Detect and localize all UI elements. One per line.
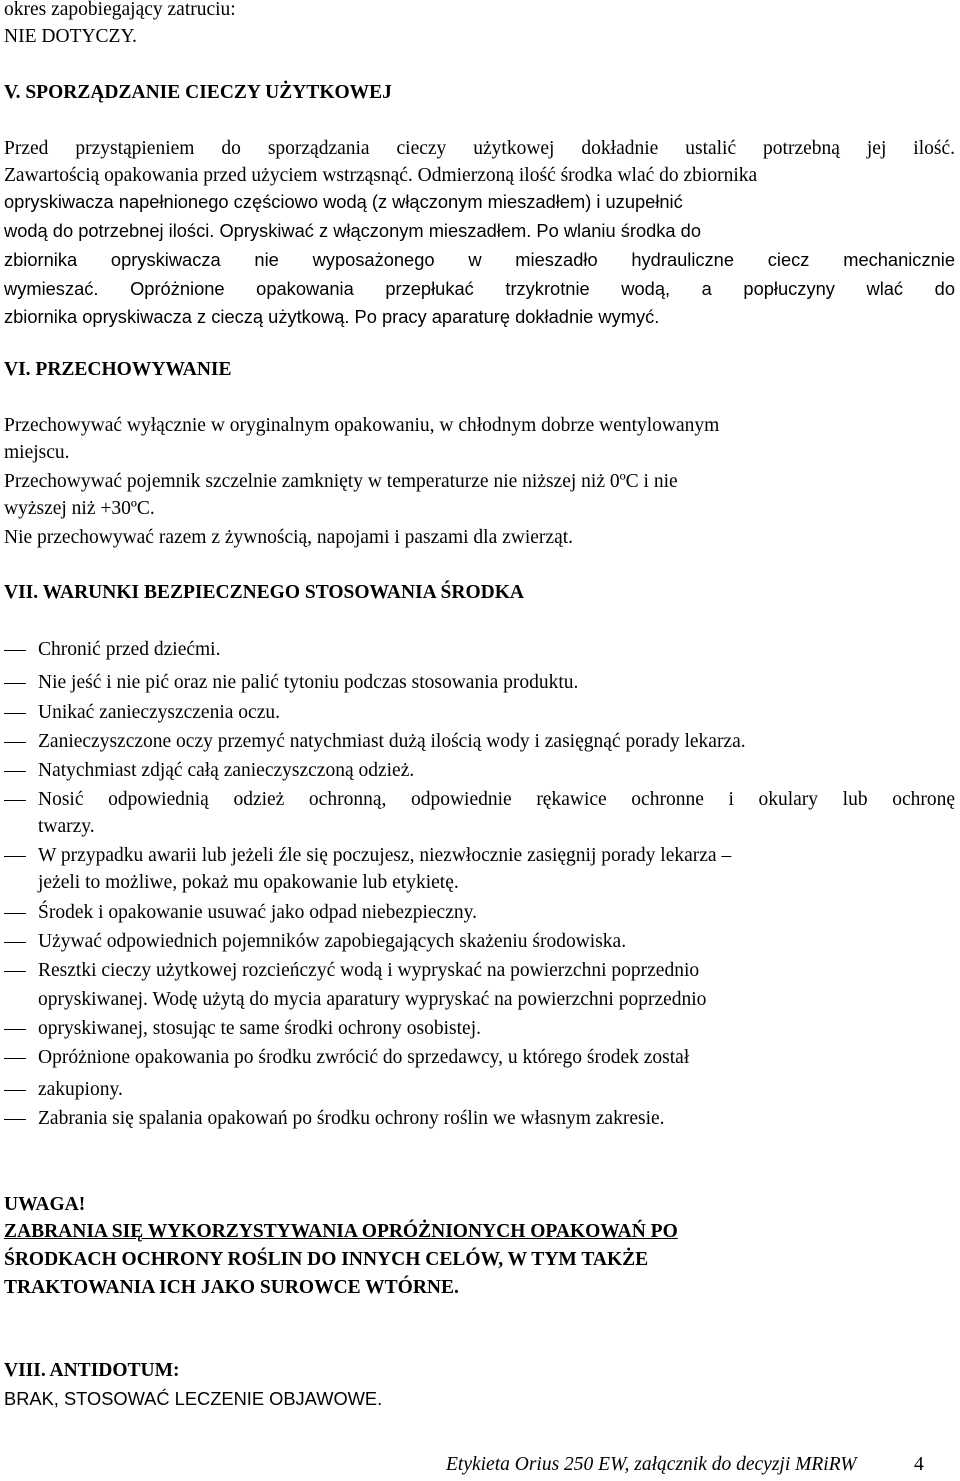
bullet-item-continuation: opryskiwanej. Wodę użytą do mycia aparatury wypryskać na powierzchni poprzednio [38,989,707,1010]
intro-line-1: okres zapobiegający zatruciu: [4,0,236,20]
bullet-dash [4,1119,26,1120]
bullet-item: Środek i opakowanie usuwać jako odpad niebezpieczny. [38,902,477,923]
bullet-item: Chronić przed dziećmi. [38,639,221,660]
bullet-item: Resztki cieczy użytkowej rozcieńczyć wodą i wypryskać na powierzchni poprzednio [38,960,700,981]
section-6-line: Nie przechowywać razem z żywnością, napojami i paszami dla zwierząt. [4,527,574,548]
section-6-heading: VI. PRZECHOWYWANIE [4,359,232,380]
section-6-line: Przechowywać wyłącznie w oryginalnym opakowaniu, w chłodnym dobrze wentylowanym [4,415,720,436]
bullet-dash [4,1090,26,1091]
section-6-line: wyższej niż +30ºC. [4,498,155,519]
section-5-line: wymieszać. Opróżnione opakowania przepłukać trzykrotnie wodą, a popłuczyny wlać do [4,278,955,299]
section-6-line: miejscu. [4,442,70,463]
section-5-line: opryskiwacza napełnionego częściowo wodą (z włączonym mieszadłem) i uzupełnić [4,191,683,212]
warning-line: TRAKTOWANIA ICH JAKO SUROWCE WTÓRNE. [4,1277,459,1298]
bullet-dash [4,683,26,684]
warning-line: ŚRODKACH OCHRONY ROŚLIN DO INNYCH CELÓW, W TYM TAKŻE [4,1249,649,1270]
section-5-heading: V. SPORZĄDZANIE CIECZY UŻYTKOWEJ [4,82,392,103]
footer-text: Etykieta Orius 250 EW, załącznik do decyzji MRiRW [446,1454,857,1475]
bullet-item: Zanieczyszczone oczy przemyć natychmiast dużą ilością wody i zasięgnąć porady lekarza. [38,731,746,752]
bullet-item: Unikać zanieczyszczenia oczu. [38,702,280,723]
bullet-item: Nie jeść i nie pić oraz nie palić tytoniu podczas stosowania produktu. [38,672,579,693]
bullet-dash [4,800,26,801]
bullet-dash [4,1058,26,1059]
bullet-item: Używać odpowiednich pojemników zapobiegających skażeniu środowiska. [38,931,627,952]
warning-title: UWAGA! [4,1194,86,1215]
section-7-heading: VII. WARUNKI BEZPIECZNEGO STOSOWANIA ŚRODKA [4,582,524,603]
bullet-item: Nosić odpowiednią odzież ochronną, odpowiednie rękawice ochronne i okulary lub ochronę [38,789,955,810]
bullet-dash [4,942,26,943]
section-5-line-text: Zawartością opakowania przed użyciem wstrząsnąć. Odmierzoną ilość środka wlać do zbiornika [4,165,758,186]
section-5-line: wodą do potrzebnej ilości. Opryskiwać z włączonym mieszadłem. Po wlaniu środka do [4,220,702,241]
bullet-item: Zabrania się spalania opakowań po środku ochrony roślin we własnym zakresie. [38,1108,665,1129]
bullet-item: zakupiony. [38,1079,123,1100]
bullet-dash [4,856,26,857]
bullet-dash [4,1029,26,1030]
bullet-dash [4,713,26,714]
bullet-item-continuation: twarzy. [38,816,95,837]
intro-line-2: NIE DOTYCZY. [4,26,137,47]
bullet-item: W przypadku awarii lub jeżeli źle się poczujesz, niezwłocznie zasięgnij porady lekarza – [38,845,732,866]
bullet-item: Natychmiast zdjąć całą zanieczyszczoną odzież. [38,760,415,781]
bullet-dash [4,742,26,743]
bullet-item: opryskiwanej, stosując te same środki ochrony osobistej. [38,1018,482,1039]
section-5-line: Przed przystąpieniem do sporządzania cieczy użytkowej dokładnie ustalić potrzebną jej ilość. [4,138,955,159]
section-5-line: zbiornika opryskiwacza nie wyposażonego w mieszadło hydrauliczne ciecz mechanicznie [4,249,955,270]
section-5-line [4,163,757,189]
bullet-dash [4,650,26,651]
bullet-dash [4,771,26,772]
warning-line: ZABRANIA SIĘ WYKORZYSTYWANIA OPRÓŻNIONYCH OPAKOWAŃ PO [4,1221,678,1242]
bullet-item: Opróżnione opakowania po środku zwrócić do sprzedawcy, u którego środek został [38,1047,690,1068]
page-number: 4 [914,1454,924,1475]
section-8-heading: VIII. ANTIDOTUM: [4,1360,180,1381]
section-6-line: Przechowywać pojemnik szczelnie zamknięty w temperaturze nie niższej niż 0ºC i nie [4,471,678,492]
bullet-dash [4,913,26,914]
section-8-text: BRAK, STOSOWAĆ LECZENIE OBJAWOWE. [4,1388,383,1409]
bullet-dash [4,971,26,972]
bullet-item-continuation: jeżeli to możliwe, pokaż mu opakowanie lub etykietę. [38,872,459,893]
section-5-line: zbiornika opryskiwacza z cieczą użytkową. Po pracy aparaturę dokładnie wymyć. [4,306,660,327]
